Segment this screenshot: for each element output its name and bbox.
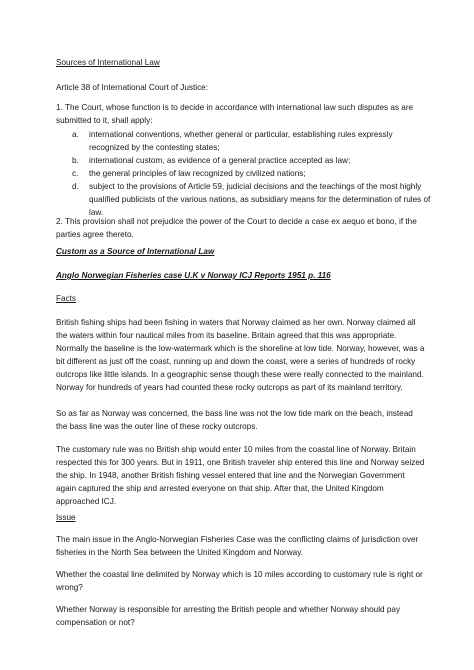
list-item: b. international custom, as evidence of a general practice accepted as law;: [72, 156, 351, 165]
facts-paragraph: The customary rule was no British ship would enter 10 miles from the coastal line of Norway. Britain respected this for 300 years. But in 1911, one British traveler ship entered this line and Norway seized the ship. In 1948, another British fishing vessel entered that line and the Norwegian Government again captured the ship and arrested everyone on that ship. After that, the United Kingdom approached ICJ.: [56, 445, 425, 506]
list-item: a. international conventions, whether general or particular, establishing rules expressly recognized by the contesting states;: [72, 130, 393, 152]
paragraph-court-function: 1. The Court, whose function is to decide in accordance with international law such disputes as are submitted to it, shall apply:: [56, 103, 414, 125]
issue-paragraph: Whether Norway is responsible for arresting the British people and whether Norway should pay compensation or not?: [56, 605, 401, 627]
issue-paragraph: Whether the coastal line delimited by Norway which is 10 miles according to customary rule is right or wrong?: [56, 570, 423, 592]
issue-paragraph: The main issue in the Anglo-Norwegian Fisheries Case was the conflicting claims of jurisdiction over fisheries in the North Sea between the United Kingdom and Norway.: [56, 535, 419, 557]
facts-paragraph: British fishing ships had been fishing in waters that Norway claimed as her own. Norway claimed all the waters within four nautical miles from its baseline. Britain agreed that this was appropriate. Normally the baseline is the low-watermark which is the shoreline at low tide. Norway, however, was a bit different as just off the coast, running up and down the coast, were a series of hundreds of rocky outcrops like little islands. In a geographic sense though these were really connected to the mainland. Norway for hundreds of years had counted these rocky outcrops as part of its mainland territory.: [56, 318, 425, 392]
heading-custom: Custom as a Source of International Law: [56, 247, 215, 256]
facts-paragraph: So as far as Norway was concerned, the bass line was not the low tide mark on the beach, instead the bass line was the outer line of these rocky outcrops.: [56, 409, 413, 431]
list-item: d. subject to the provisions of Article 59, judicial decisions and the teachings of the most highly qualified publicists of the various nations, as subsidiary means for the determination of rules of law.: [72, 182, 431, 217]
paragraph-ex-aequo: 2. This provision shall not prejudice the power of the Court to decide a case ex aequo et bono, if the parties agree thereto.: [56, 217, 417, 239]
list-item: c. the general principles of law recognized by civilized nations;: [72, 169, 306, 178]
article-heading: Article 38 of International Court of Justice:: [56, 83, 209, 92]
sources-list: [72, 128, 432, 219]
facts-label: Facts: [56, 294, 77, 303]
issue-label: Issue: [56, 513, 76, 522]
heading-case: Anglo Norwegian Fisheries case U.K v Norway ICJ Reports 1951 p. 116: [56, 271, 331, 280]
document-title: Sources of International Law: [56, 58, 160, 67]
